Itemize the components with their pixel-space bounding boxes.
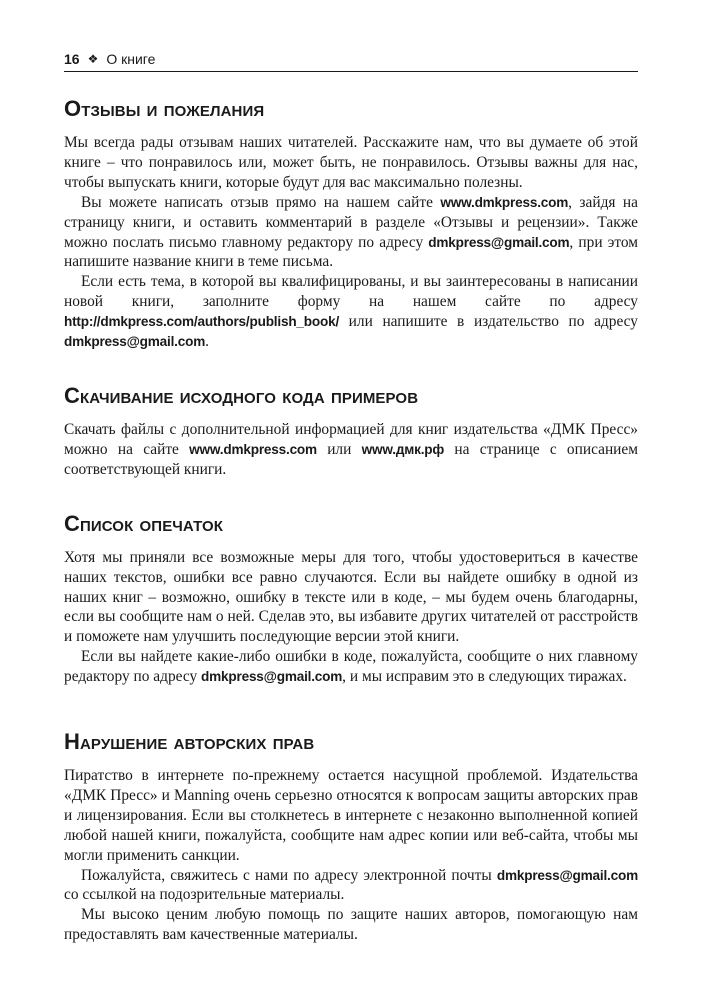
paragraph: Пиратство в интернете по-прежнему остается насущной проблемой. Издательства «ДМК Пресс» и Manning очень серьезно относятся к вопросам защиты авторских прав и лицензирования. Если вы столкнетесь в интернете с незаконно выполненной копией любой нашей книги, пожалуйста, сообщите нам адрес копии или веб-сайта, чтобы мы могли применить санкции. xyxy=(64,767,638,864)
paragraph: Хотя мы приняли все возможные меры для того, чтобы удостовериться в качестве наших текстов, ошибки все равно случаются. Если вы найдете ошибку в одной из наших книг – возможно, ошибку в тексте или в коде, – мы будем очень благодарны, если вы сообщите нам о ней. Сделав это, вы избавите других читателей от расстройств и поможете нам улучшить последующие версии этой книги. xyxy=(64,548,638,646)
paragraph: Скачать файлы с дополнительной информацией для книг издательства «ДМК Пресс» можно на сайте www.dmkpress.com или www.дмк.рф на странице с описанием соответствующей книги. xyxy=(64,420,638,478)
email-link[interactable]: dmkpress@gmail.com xyxy=(496,867,638,883)
section-title: Список опечаток xyxy=(64,510,224,536)
paragraph: Мы высоко ценим любую помощь по защите наших авторов, помогающую нам предоставлять вам качественные материалы. xyxy=(64,906,638,944)
email-link[interactable]: dmkpress@gmail.com xyxy=(64,334,206,350)
email-link[interactable]: dmkpress@gmail.com xyxy=(201,669,343,685)
paragraph: Мы всегда рады отзывам наших читателей. Расскажите нам, что вы думаете об этой книге – что понравилось или, может быть, не понравилось. Отзывы важны для нас, чтобы выпускать книги, которые будут для вас максимально полезны. xyxy=(64,134,638,191)
page-number: 16 xyxy=(64,51,80,67)
section-source-code xyxy=(64,383,638,480)
paragraph: Если вы найдете какие-либо ошибки в коде, пожалуйста, сообщите о них главному редактору по адресу dmkpress@gmail.com, и мы исправим это в следующих тиражах. xyxy=(64,648,638,686)
paragraph: Вы можете написать отзыв прямо на нашем сайте www.dmkpress.com, зайдя на страницу книги, и оставить комментарий в разделе «Отзывы и рецензии». Также можно послать письмо главному редактору по адресу dmkpress@gmail.com, при этом напишите название книги в теме письма. xyxy=(64,193,639,271)
section-title: Отзывы и пожелания xyxy=(64,96,265,121)
email-link[interactable]: dmkpress@gmail.com xyxy=(428,234,570,250)
section-feedback xyxy=(64,96,638,352)
paragraph: Если есть тема, в которой вы квалифицированы, и вы заинтересованы в написании новой книги, заполните форму на нашем сайте по адресу http://dmkpress.com/authors/publish_book/ или напишите в издательство по адресу dmkpress@gmail.com. xyxy=(64,273,638,351)
book-page xyxy=(64,50,638,945)
section-errata xyxy=(64,511,638,687)
section-title: Нарушение авторских прав xyxy=(64,729,315,755)
running-header xyxy=(64,50,638,72)
chapter-title: О книге xyxy=(106,51,156,67)
website-link[interactable]: www.dmkpress.com xyxy=(189,441,317,457)
paragraph: Пожалуйста, свяжитесь с нами по адресу электронной почты dmkpress@gmail.com со ссылкой на подозрительные материалы. xyxy=(64,866,638,904)
ornament-icon: ❖ xyxy=(87,52,99,66)
website-rf-link[interactable]: www.дмк.рф xyxy=(361,441,445,457)
section-piracy xyxy=(64,729,638,945)
website-link[interactable]: www.dmkpress.com xyxy=(440,194,569,210)
section-title: Скачивание исходного кода примеров xyxy=(64,382,419,408)
publish-form-link[interactable]: http://dmkpress.com/authors/publish_book/ xyxy=(64,314,340,330)
